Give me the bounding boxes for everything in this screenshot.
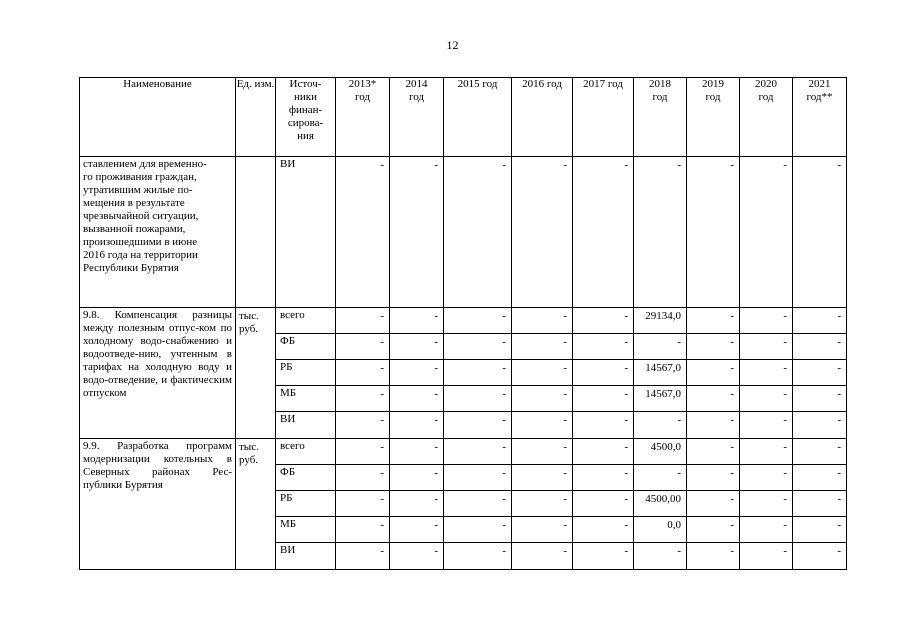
unit-cell [236,157,276,308]
value-cell-2014: - [390,308,444,334]
value-cell-2013: - [336,386,390,412]
value-cell-2021: - [793,465,847,491]
value-cell-2018: - [634,543,687,570]
value-cell-2019: - [687,465,740,491]
value-cell-2020: - [740,439,793,465]
value-cell-2017: - [573,439,634,465]
column-header-2019: 2019 год [687,78,740,157]
financing-table [79,77,847,570]
value-cell-2019: - [687,543,740,570]
value-cell-2021: - [793,308,847,334]
value-cell-2013: - [336,308,390,334]
value-cell-2013: - [336,517,390,543]
value-cell-2014: - [390,386,444,412]
value-cell-2016: - [512,465,573,491]
column-header-2017: 2017 год [573,78,634,157]
funding-source-cell: ФБ [276,465,336,491]
value-cell-2015: - [444,334,512,360]
value-cell-2019: - [687,517,740,543]
item-name-cell: 9.9. Разработка программ модернизации котельных в Северных районах Рес-публики Бурятия [80,439,236,570]
value-cell-2019: - [687,412,740,439]
funding-source-cell: ВИ [276,412,336,439]
value-cell-2015: - [444,491,512,517]
column-header-source: Источ- ники финан- сирова- ния [276,78,336,157]
funding-source-cell: ВИ [276,543,336,570]
value-cell-2016: - [512,543,573,570]
value-cell-2013: - [336,543,390,570]
column-header-2018: 2018 год [634,78,687,157]
value-cell-2015: - [444,412,512,439]
value-cell-2020: - [740,308,793,334]
item-name-cell: ставлением для временно- го проживания граждан, утратившим жилые по- мещения в результате чрезвычайной ситуации, вызванной пожарами, произошедшими в июне 2016 года на территории Республики Бурятия [80,157,236,308]
value-cell-2021: - [793,543,847,570]
table-row [80,439,847,465]
value-cell-2015: - [444,465,512,491]
value-cell-2014: - [390,412,444,439]
funding-source-cell: всего [276,439,336,465]
value-cell-2018: 14567,0 [634,360,687,386]
value-cell-2016: - [512,386,573,412]
value-cell-2013: - [336,465,390,491]
value-cell-2017: - [573,491,634,517]
value-cell-2013: - [336,439,390,465]
value-cell-2020: - [740,543,793,570]
value-cell-2019: - [687,386,740,412]
value-cell-2014: - [390,157,444,308]
funding-source-cell: всего [276,308,336,334]
value-cell-2018: - [634,412,687,439]
value-cell-2019: - [687,157,740,308]
value-cell-2019: - [687,439,740,465]
value-cell-2021: - [793,491,847,517]
value-cell-2015: - [444,386,512,412]
column-header-unit: Ед. изм. [236,78,276,157]
column-header-2021: 2021 год** [793,78,847,157]
value-cell-2018: 0,0 [634,517,687,543]
table-body [80,157,847,570]
funding-source-cell: ФБ [276,334,336,360]
funding-source-cell: ВИ [276,157,336,308]
value-cell-2016: - [512,360,573,386]
value-cell-2021: - [793,517,847,543]
column-header-2015: 2015 год [444,78,512,157]
value-cell-2017: - [573,543,634,570]
funding-source-cell: МБ [276,517,336,543]
value-cell-2015: - [444,517,512,543]
value-cell-2015: - [444,157,512,308]
value-cell-2016: - [512,308,573,334]
unit-cell: тыс. руб. [236,439,276,570]
value-cell-2016: - [512,334,573,360]
value-cell-2013: - [336,491,390,517]
value-cell-2015: - [444,360,512,386]
column-header-name: Наименование [80,78,236,157]
column-header-2020: 2020 год [740,78,793,157]
value-cell-2014: - [390,439,444,465]
funding-source-cell: РБ [276,491,336,517]
value-cell-2018: - [634,157,687,308]
value-cell-2017: - [573,386,634,412]
value-cell-2014: - [390,491,444,517]
funding-source-cell: МБ [276,386,336,412]
value-cell-2018: 14567,0 [634,386,687,412]
value-cell-2013: - [336,412,390,439]
value-cell-2014: - [390,543,444,570]
value-cell-2014: - [390,334,444,360]
item-name-cell: 9.8. Компенсация разницы между полезным отпус-ком по холодному водо-снабжению и водоотведе-нию, учтенным в тарифах на холодную воду и водо-отведение, и фактическим отпуском [80,308,236,439]
value-cell-2020: - [740,412,793,439]
value-cell-2018: - [634,465,687,491]
value-cell-2014: - [390,465,444,491]
value-cell-2016: - [512,439,573,465]
unit-cell: тыс. руб. [236,308,276,439]
value-cell-2019: - [687,360,740,386]
value-cell-2019: - [687,491,740,517]
column-header-2013: 2013* год [336,78,390,157]
value-cell-2020: - [740,360,793,386]
value-cell-2017: - [573,465,634,491]
value-cell-2016: - [512,517,573,543]
value-cell-2021: - [793,439,847,465]
value-cell-2019: - [687,334,740,360]
value-cell-2016: - [512,412,573,439]
value-cell-2015: - [444,543,512,570]
table-row [80,157,847,308]
value-cell-2020: - [740,334,793,360]
value-cell-2014: - [390,360,444,386]
column-header-2014: 2014 год [390,78,444,157]
funding-source-cell: РБ [276,360,336,386]
value-cell-2019: - [687,308,740,334]
value-cell-2015: - [444,308,512,334]
value-cell-2018: 4500,0 [634,439,687,465]
value-cell-2017: - [573,334,634,360]
page-number: 12 [446,38,459,52]
value-cell-2020: - [740,157,793,308]
value-cell-2020: - [740,517,793,543]
header-row [80,78,847,157]
value-cell-2018: 29134,0 [634,308,687,334]
value-cell-2015: - [444,439,512,465]
value-cell-2013: - [336,360,390,386]
value-cell-2018: - [634,334,687,360]
value-cell-2021: - [793,412,847,439]
value-cell-2020: - [740,465,793,491]
table-row [80,308,847,334]
value-cell-2016: - [512,491,573,517]
value-cell-2017: - [573,157,634,308]
value-cell-2013: - [336,157,390,308]
value-cell-2018: 4500,00 [634,491,687,517]
value-cell-2020: - [740,386,793,412]
value-cell-2020: - [740,491,793,517]
value-cell-2014: - [390,517,444,543]
value-cell-2021: - [793,360,847,386]
value-cell-2016: - [512,157,573,308]
value-cell-2017: - [573,360,634,386]
value-cell-2017: - [573,308,634,334]
column-header-2016: 2016 год [512,78,573,157]
value-cell-2021: - [793,334,847,360]
value-cell-2021: - [793,386,847,412]
value-cell-2017: - [573,517,634,543]
value-cell-2013: - [336,334,390,360]
value-cell-2017: - [573,412,634,439]
value-cell-2021: - [793,157,847,308]
